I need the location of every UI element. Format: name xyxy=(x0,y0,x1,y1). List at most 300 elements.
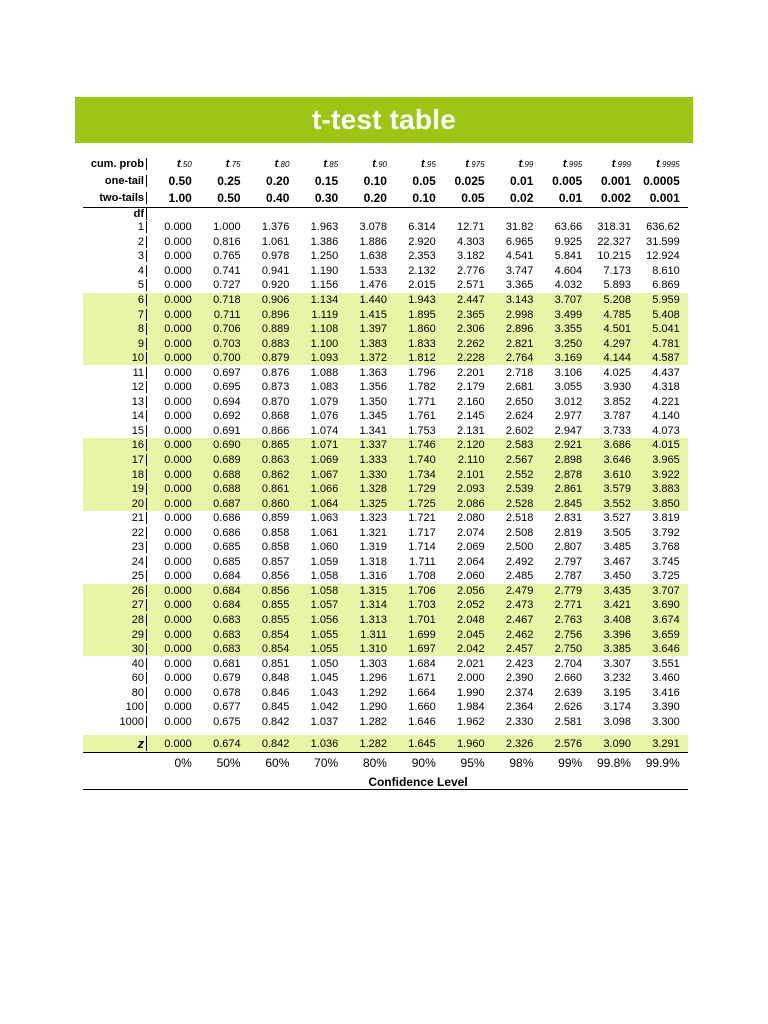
table-cell: 2.947 xyxy=(554,424,583,437)
table-cell: 1.701 xyxy=(408,614,436,627)
table-cell: 4.140 xyxy=(652,410,680,423)
table-cell: 0.000 xyxy=(164,235,192,248)
table-cell: 3.300 xyxy=(652,715,680,728)
one-tail-cell: 0.15 xyxy=(314,173,339,188)
table-cell: 4.144 xyxy=(603,352,631,365)
table-cell: 3.852 xyxy=(603,395,631,408)
table-cell: 1.345 xyxy=(359,410,387,423)
cum-prob-cell xyxy=(537,158,586,170)
df-value: 1000 xyxy=(83,716,147,728)
table-cell: 0.683 xyxy=(213,614,241,627)
cum-prob-value: .975 xyxy=(469,159,485,169)
table-cell: 2.763 xyxy=(554,614,583,627)
t-symbol: t xyxy=(562,157,567,170)
table-cell: 1.721 xyxy=(408,512,436,525)
table-cell: 2.045 xyxy=(457,628,485,641)
table-cell: 3.659 xyxy=(652,628,680,641)
table-cell: 0.727 xyxy=(213,279,241,292)
cum-prob-label: cum. prob xyxy=(83,158,147,170)
table-cell: 0.000 xyxy=(164,584,192,597)
table-cell: 3.390 xyxy=(652,701,680,714)
table-cell: 1.440 xyxy=(359,294,387,306)
table-cell: 0.856 xyxy=(261,570,290,583)
table-cell: 2.776 xyxy=(457,264,485,277)
one-tail-cell: 0.20 xyxy=(266,173,290,188)
table-cell: 1.729 xyxy=(408,483,436,496)
table-cell: 2.821 xyxy=(505,337,534,350)
table-cell: 2.145 xyxy=(457,410,485,423)
table-cell: 0.000 xyxy=(164,483,192,496)
table-cell: 8.610 xyxy=(652,264,680,277)
table-cell: 4.073 xyxy=(652,424,680,437)
table-cell: 2.508 xyxy=(505,526,534,539)
t-symbol: t xyxy=(465,157,469,170)
table-cell: 1.943 xyxy=(408,294,436,306)
df-value: 15 xyxy=(83,425,147,437)
table-cell: 0.000 xyxy=(164,221,192,234)
table-cell: 4.501 xyxy=(603,323,631,336)
table-cell: 1.761 xyxy=(408,410,436,423)
table-cell: 1.671 xyxy=(408,672,436,685)
z-cell: 0.674 xyxy=(213,737,241,750)
table-row xyxy=(83,511,688,526)
table-cell: 2.485 xyxy=(505,570,534,583)
table-cell: 1.093 xyxy=(310,352,339,365)
table-cell: 1.000 xyxy=(213,221,241,234)
table-cell: 0.879 xyxy=(261,352,290,365)
table-cell: 2.064 xyxy=(457,555,485,568)
table-cell: 0.858 xyxy=(261,541,290,554)
table-cell: 1.771 xyxy=(408,395,436,408)
table-cell: 0.868 xyxy=(261,410,290,423)
table-cell: 0.857 xyxy=(261,555,290,568)
df-value: 2 xyxy=(83,236,147,248)
table-cell: 1.397 xyxy=(359,323,387,336)
cum-prob-cell xyxy=(245,158,294,170)
table-cell: 0.697 xyxy=(213,366,241,379)
table-cell: 3.579 xyxy=(603,483,631,496)
table-cell: 2.756 xyxy=(554,628,583,641)
table-cell: 1.190 xyxy=(310,264,339,277)
table-cell: 31.599 xyxy=(646,235,680,248)
table-cell: 1.638 xyxy=(359,250,387,263)
df-header-row xyxy=(83,208,688,220)
table-cell: 0.688 xyxy=(213,483,241,496)
table-cell: 4.785 xyxy=(603,308,631,321)
table-cell: 3.385 xyxy=(603,643,631,656)
df-value: 18 xyxy=(83,469,147,481)
table-cell: 0.718 xyxy=(213,294,241,306)
table-cell: 2.160 xyxy=(457,395,485,408)
table-cell: 1.717 xyxy=(408,526,436,539)
table-cell: 0.860 xyxy=(261,497,290,510)
table-cell: 0.865 xyxy=(261,439,290,452)
table-cell: 2.779 xyxy=(554,584,583,597)
table-cell: 0.000 xyxy=(164,570,192,583)
t-symbol: t xyxy=(177,157,181,170)
table-cell: 4.221 xyxy=(652,395,680,408)
table-cell: 0.873 xyxy=(261,381,290,394)
table-cell: 0.000 xyxy=(164,657,192,670)
table-cell: 1.363 xyxy=(359,366,387,379)
table-cell: 1.372 xyxy=(359,352,387,365)
table-cell: 1.061 xyxy=(310,526,339,539)
table-cell: 0.000 xyxy=(164,395,192,408)
table-row xyxy=(83,671,688,686)
table-cell: 5.959 xyxy=(652,294,680,306)
table-cell: 0.681 xyxy=(213,657,241,670)
table-cell: 2.467 xyxy=(505,614,534,627)
table-cell: 1.323 xyxy=(359,512,387,525)
one-tail-cell: 0.10 xyxy=(363,173,387,188)
table-row xyxy=(83,598,688,613)
table-cell: 0.675 xyxy=(213,715,241,728)
table-cell: 0.889 xyxy=(261,323,290,336)
cum-prob-value: .75 xyxy=(229,159,241,169)
table-cell: 1.071 xyxy=(310,439,339,452)
table-cell: 0.000 xyxy=(164,686,192,699)
table-row xyxy=(83,569,688,584)
table-cell: 0.000 xyxy=(164,279,192,292)
table-cell: 1.108 xyxy=(310,323,339,336)
table-cell: 3.396 xyxy=(603,628,631,641)
table-cell: 1.292 xyxy=(359,686,387,699)
z-row xyxy=(83,735,688,753)
table-cell: 0.683 xyxy=(213,628,241,641)
table-cell: 4.587 xyxy=(652,352,680,365)
cum-prob-cell xyxy=(391,158,440,170)
table-row xyxy=(83,351,688,366)
table-cell: 1.055 xyxy=(310,643,339,656)
table-cell: 0.685 xyxy=(213,555,241,568)
table-row xyxy=(83,424,688,439)
table-cell: 4.318 xyxy=(652,381,680,394)
table-cell: 1.860 xyxy=(408,323,436,336)
table-cell: 0.683 xyxy=(213,643,241,656)
table-row xyxy=(83,409,688,424)
table-cell: 5.408 xyxy=(652,308,680,321)
df-label: df xyxy=(83,208,147,220)
table-cell: 2.262 xyxy=(457,337,485,350)
confidence-cell: 90% xyxy=(411,755,436,770)
z-cell: 1.282 xyxy=(359,737,387,750)
table-cell: 2.602 xyxy=(505,424,534,437)
two-tails-cell: 0.10 xyxy=(412,191,436,205)
table-cell: 2.861 xyxy=(554,483,583,496)
table-cell: 3.787 xyxy=(603,410,631,423)
table-cell: 0.689 xyxy=(213,454,241,467)
cum-prob-value: .95 xyxy=(424,159,436,169)
table-cell: 0.000 xyxy=(164,497,192,510)
table-cell: 3.552 xyxy=(603,497,631,510)
table-row xyxy=(83,496,688,511)
cum-prob-value: .85 xyxy=(327,159,339,169)
table-cell: 6.869 xyxy=(652,279,680,292)
table-cell: 2.093 xyxy=(457,483,485,496)
table-cell: 2.228 xyxy=(457,352,485,365)
table-cell: 0.000 xyxy=(164,672,192,685)
table-cell: 1.711 xyxy=(409,555,436,568)
table-cell: 0.000 xyxy=(164,526,192,539)
table-cell: 0.000 xyxy=(164,614,192,627)
table-cell: 3.792 xyxy=(652,526,680,539)
table-cell: 0.692 xyxy=(213,410,241,423)
table-cell: 3.355 xyxy=(554,323,583,336)
table-cell: 0.000 xyxy=(164,541,192,554)
df-value: 29 xyxy=(83,629,147,641)
table-cell: 0.000 xyxy=(164,701,192,714)
table-cell: 1.058 xyxy=(310,570,339,583)
table-cell: 3.819 xyxy=(652,512,680,525)
table-cell: 2.921 xyxy=(554,439,583,452)
table-cell: 2.447 xyxy=(457,294,485,306)
table-cell: 4.541 xyxy=(505,250,534,263)
table-cell: 0.000 xyxy=(164,366,192,379)
table-cell: 2.878 xyxy=(554,468,583,481)
table-cell: 1.296 xyxy=(359,672,387,685)
df-value: 1 xyxy=(83,221,147,233)
table-cell: 1.119 xyxy=(311,308,339,321)
cum-prob-value: .50 xyxy=(180,159,192,169)
table-cell: 3.747 xyxy=(505,264,534,277)
table-cell: 2.110 xyxy=(457,454,485,467)
cum-prob-cell xyxy=(440,158,489,170)
table-cell: 3.733 xyxy=(603,424,631,437)
table-row xyxy=(83,395,688,410)
table-cell: 31.82 xyxy=(505,221,534,234)
table-cell: 2.353 xyxy=(408,250,436,263)
table-cell: 2.998 xyxy=(505,308,534,321)
table-cell: 2.101 xyxy=(457,468,485,481)
table-row xyxy=(83,613,688,628)
table-cell: 1.660 xyxy=(408,701,436,714)
table-cell: 12.71 xyxy=(457,221,485,234)
table-cell: 1.706 xyxy=(408,584,436,597)
table-cell: 0.688 xyxy=(213,468,241,481)
df-value: 13 xyxy=(83,396,147,408)
table-cell: 0.883 xyxy=(261,337,290,350)
table-cell: 3.485 xyxy=(603,541,631,554)
df-value: 40 xyxy=(83,658,147,670)
table-cell: 1.067 xyxy=(310,468,339,481)
table-cell: 1.664 xyxy=(408,686,436,699)
t-symbol: t xyxy=(274,157,279,170)
table-cell: 1.333 xyxy=(359,454,387,467)
confidence-cell: 0% xyxy=(174,755,192,770)
two-tails-cell: 0.001 xyxy=(649,191,680,205)
table-cell: 1.782 xyxy=(408,381,436,394)
table-cell: 0.858 xyxy=(261,526,290,539)
df-value: 11 xyxy=(83,367,147,379)
table-cell: 3.460 xyxy=(652,672,680,685)
two-tails-cell: 0.002 xyxy=(600,191,631,205)
table-row xyxy=(83,700,688,715)
one-tail-label: one-tail xyxy=(83,175,147,187)
table-cell: 0.978 xyxy=(261,250,290,263)
confidence-cell: 99% xyxy=(558,755,583,770)
confidence-cell: 95% xyxy=(460,755,485,770)
t-symbol: t xyxy=(420,157,425,170)
table-cell: 10.215 xyxy=(597,250,631,263)
one-tail-cell: 0.50 xyxy=(168,173,192,188)
table-cell: 1.337 xyxy=(359,439,387,452)
table-cell: 0.700 xyxy=(213,352,241,365)
table-row xyxy=(83,322,688,337)
table-cell: 3.307 xyxy=(603,657,631,670)
table-cell: 1.074 xyxy=(310,424,339,437)
table-cell: 5.041 xyxy=(652,323,680,336)
df-value: 19 xyxy=(83,483,147,495)
table-cell: 3.078 xyxy=(359,221,387,234)
cum-prob-cell xyxy=(635,158,684,170)
table-cell: 1.962 xyxy=(457,715,485,728)
table-cell: 0.000 xyxy=(164,250,192,263)
table-cell: 2.552 xyxy=(505,468,534,481)
table-cell: 4.297 xyxy=(603,337,631,350)
table-cell: 1.250 xyxy=(310,250,339,263)
table-cell: 63.66 xyxy=(554,221,583,234)
table-cell: 3.505 xyxy=(603,526,631,539)
table-cell: 3.690 xyxy=(652,599,680,612)
cum-prob-value: .999 xyxy=(615,159,631,169)
df-value: 4 xyxy=(83,265,147,277)
table-cell: 2.718 xyxy=(505,366,534,379)
table-cell: 1.100 xyxy=(310,337,339,350)
df-value: 26 xyxy=(83,585,147,597)
table-cell: 0.896 xyxy=(261,308,290,321)
two-tails-cell: 0.02 xyxy=(510,191,534,205)
table-cell: 1.697 xyxy=(408,643,436,656)
table-cell: 0.000 xyxy=(164,643,192,656)
table-cell: 1.703 xyxy=(408,599,436,612)
table-row xyxy=(83,540,688,555)
t-symbol: t xyxy=(656,157,660,170)
header-row-one-tail xyxy=(83,172,688,189)
table-cell: 0.870 xyxy=(261,395,290,408)
table-cell: 1.042 xyxy=(310,701,339,714)
one-tail-cell: 0.025 xyxy=(454,173,485,188)
table-cell: 2.473 xyxy=(505,599,534,612)
table-cell: 5.841 xyxy=(554,250,583,263)
table-cell: 1.812 xyxy=(408,352,436,365)
table-cell: 1.376 xyxy=(261,221,290,234)
confidence-row xyxy=(83,753,688,772)
table-cell: 0.941 xyxy=(261,264,290,277)
table-row xyxy=(83,365,688,380)
table-cell: 2.423 xyxy=(505,657,534,670)
table-cell: 0.000 xyxy=(164,454,192,467)
table-row xyxy=(83,482,688,497)
table-cell: 636.62 xyxy=(646,221,680,234)
table-cell: 1.310 xyxy=(359,643,387,656)
table-cell: 0.000 xyxy=(164,381,192,394)
table-cell: 2.500 xyxy=(505,541,534,554)
z-cell: 0.000 xyxy=(164,737,192,750)
table-cell: 2.015 xyxy=(408,279,436,292)
table-cell: 1.083 xyxy=(310,381,339,394)
table-cell: 2.390 xyxy=(505,672,534,685)
table-cell: 1.476 xyxy=(359,279,387,292)
z-cell: 1.960 xyxy=(457,737,485,750)
table-cell: 3.499 xyxy=(554,308,583,321)
table-cell: 1.076 xyxy=(310,410,339,423)
cum-prob-value: .995 xyxy=(566,159,583,169)
table-cell: 4.025 xyxy=(603,366,631,379)
table-cell: 1.066 xyxy=(310,483,339,496)
z-cell: 1.645 xyxy=(408,737,436,750)
table-cell: 3.883 xyxy=(652,483,680,496)
table-cell: 6.314 xyxy=(408,221,436,234)
df-value: 7 xyxy=(83,309,147,321)
cum-prob-value: .90 xyxy=(375,159,387,169)
table-cell: 12.924 xyxy=(646,250,680,263)
table-row xyxy=(83,525,688,540)
table-cell: 3.174 xyxy=(603,701,631,714)
table-cell: 1.746 xyxy=(408,439,436,452)
z-label: z xyxy=(83,736,147,751)
table-cell: 3.674 xyxy=(652,614,680,627)
table-cell: 0.845 xyxy=(261,701,290,714)
t-table xyxy=(83,155,688,788)
df-value: 100 xyxy=(83,701,147,713)
table-cell: 1.321 xyxy=(359,526,387,539)
table-cell: 2.660 xyxy=(554,672,583,685)
table-cell: 0.846 xyxy=(261,686,290,699)
table-cell: 1.796 xyxy=(408,366,436,379)
header-row-cum-prob xyxy=(83,155,688,172)
table-row xyxy=(83,715,688,730)
table-cell: 1.699 xyxy=(408,628,436,641)
table-cell: 1.740 xyxy=(408,454,436,467)
table-cell: 2.771 xyxy=(554,599,583,612)
table-cell: 3.098 xyxy=(603,715,631,728)
table-cell: 3.707 xyxy=(652,584,680,597)
table-row xyxy=(83,249,688,264)
table-cell: 2.042 xyxy=(457,643,485,656)
table-cell: 0.856 xyxy=(261,584,290,597)
table-cell: 4.437 xyxy=(652,366,680,379)
table-cell: 6.965 xyxy=(505,235,534,248)
df-value: 5 xyxy=(83,279,147,291)
one-tail-cell: 0.25 xyxy=(217,173,241,188)
table-cell: 1.059 xyxy=(310,555,339,568)
table-cell: 0.690 xyxy=(213,439,241,452)
table-cell: 2.330 xyxy=(505,715,534,728)
table-cell: 1.356 xyxy=(359,381,387,394)
table-cell: 0.684 xyxy=(213,584,241,597)
two-tails-cell: 0.50 xyxy=(217,191,241,205)
table-cell: 1.303 xyxy=(359,657,387,670)
table-row xyxy=(83,293,688,308)
table-cell: 0.000 xyxy=(164,294,192,306)
table-row xyxy=(83,453,688,468)
table-cell: 2.000 xyxy=(457,672,485,685)
df-value: 17 xyxy=(83,454,147,466)
table-cell: 0.000 xyxy=(164,352,192,365)
table-cell: 0.000 xyxy=(164,424,192,437)
df-value: 80 xyxy=(83,687,147,699)
z-cell: 1.036 xyxy=(310,737,339,750)
table-cell: 0.694 xyxy=(213,395,241,408)
table-cell: 1.963 xyxy=(310,221,339,234)
table-cell: 3.551 xyxy=(652,657,680,670)
df-value: 8 xyxy=(83,323,147,335)
df-value: 21 xyxy=(83,512,147,524)
table-cell: 3.686 xyxy=(603,439,631,452)
cum-prob-value: .80 xyxy=(278,159,290,169)
table-row xyxy=(83,278,688,293)
table-cell: 1.050 xyxy=(310,657,339,670)
